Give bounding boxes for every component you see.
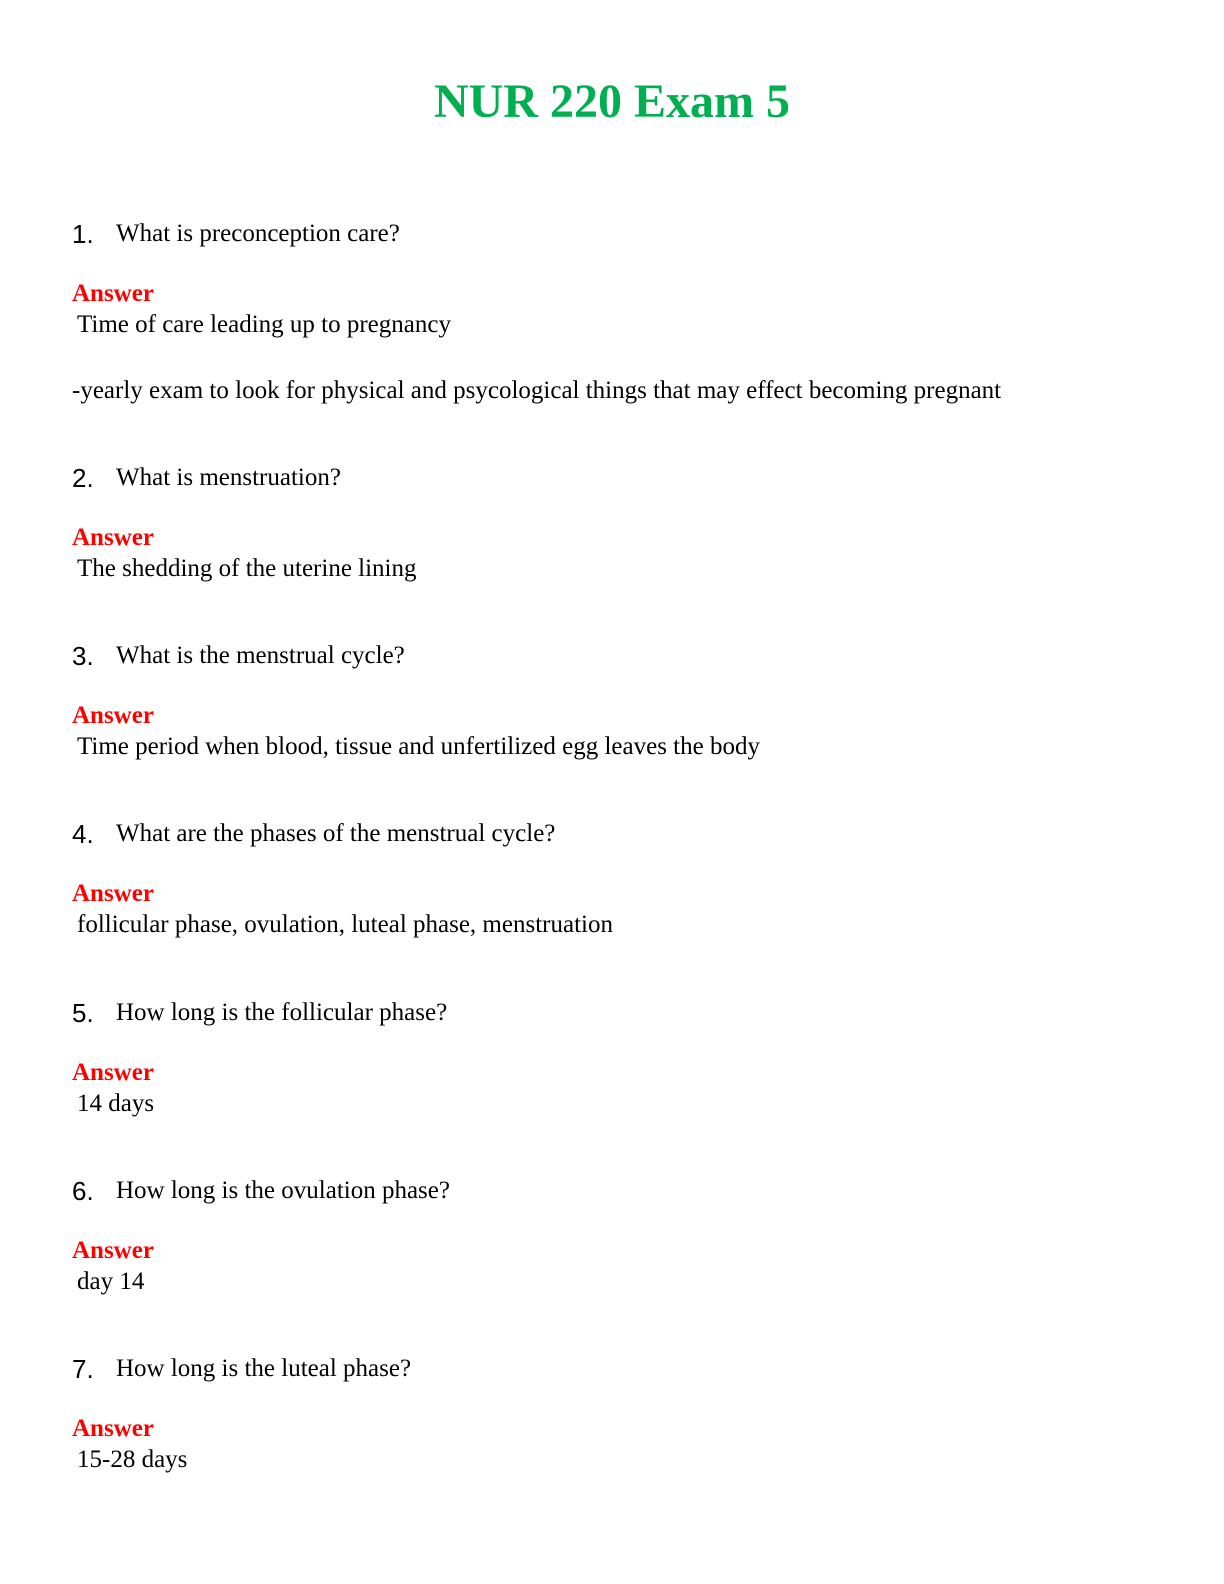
question-number: 1.	[72, 219, 94, 249]
question-text: What are the phases of the menstrual cycle?	[116, 820, 556, 847]
question-number: 3.	[72, 641, 94, 671]
question-number: 6.	[72, 1176, 94, 1206]
answer-label: Answer	[72, 1059, 154, 1086]
question-number: 7.	[72, 1354, 94, 1384]
question-number: 2.	[72, 463, 94, 493]
qa-item-6	[72, 1174, 1172, 1298]
answer-label: Answer	[72, 1415, 154, 1442]
question-text: How long is the follicular phase?	[116, 999, 448, 1026]
question	[72, 639, 1172, 673]
answer-label: Answer	[72, 280, 154, 307]
answer-text: follicular phase, ovulation, luteal phase, menstruation	[77, 911, 613, 938]
answer-label: Answer	[72, 524, 154, 551]
question-number: 4.	[72, 819, 94, 849]
answer-label: Answer	[72, 702, 154, 729]
question-text: What is the menstrual cycle?	[116, 642, 405, 669]
answer-text: 15-28 days	[77, 1446, 188, 1473]
qa-item-5	[72, 996, 1172, 1120]
qa-item-4	[72, 817, 1172, 941]
page-title: NUR 220 Exam 5	[434, 75, 790, 128]
qa-item-1	[72, 217, 1172, 407]
question-number: 5.	[72, 998, 94, 1028]
question	[72, 217, 1172, 251]
question-text: What is menstruation?	[116, 464, 341, 491]
question	[72, 996, 1172, 1030]
qa-item-2	[72, 461, 1172, 585]
qa-item-3	[72, 639, 1172, 763]
answer-text: Time period when blood, tissue and unfertilized egg leaves the body	[77, 733, 760, 760]
answer-text: Time of care leading up to pregnancy	[77, 311, 451, 338]
answer-extra-text: -yearly exam to look for physical and psycological things that may effect becoming pregnant	[72, 377, 1002, 404]
question-text: How long is the ovulation phase?	[116, 1177, 450, 1204]
qa-item-7	[72, 1352, 1172, 1476]
question	[72, 1174, 1172, 1208]
answer-label: Answer	[72, 880, 154, 907]
question-text: What is preconception care?	[116, 220, 400, 247]
question	[72, 461, 1172, 495]
answer-text: The shedding of the uterine lining	[77, 555, 417, 582]
question	[72, 1352, 1172, 1386]
question	[72, 817, 1172, 851]
question-text: How long is the luteal phase?	[116, 1355, 412, 1382]
answer-text: day 14	[77, 1268, 145, 1295]
answer-label: Answer	[72, 1237, 154, 1264]
answer-text: 14 days	[77, 1090, 155, 1117]
